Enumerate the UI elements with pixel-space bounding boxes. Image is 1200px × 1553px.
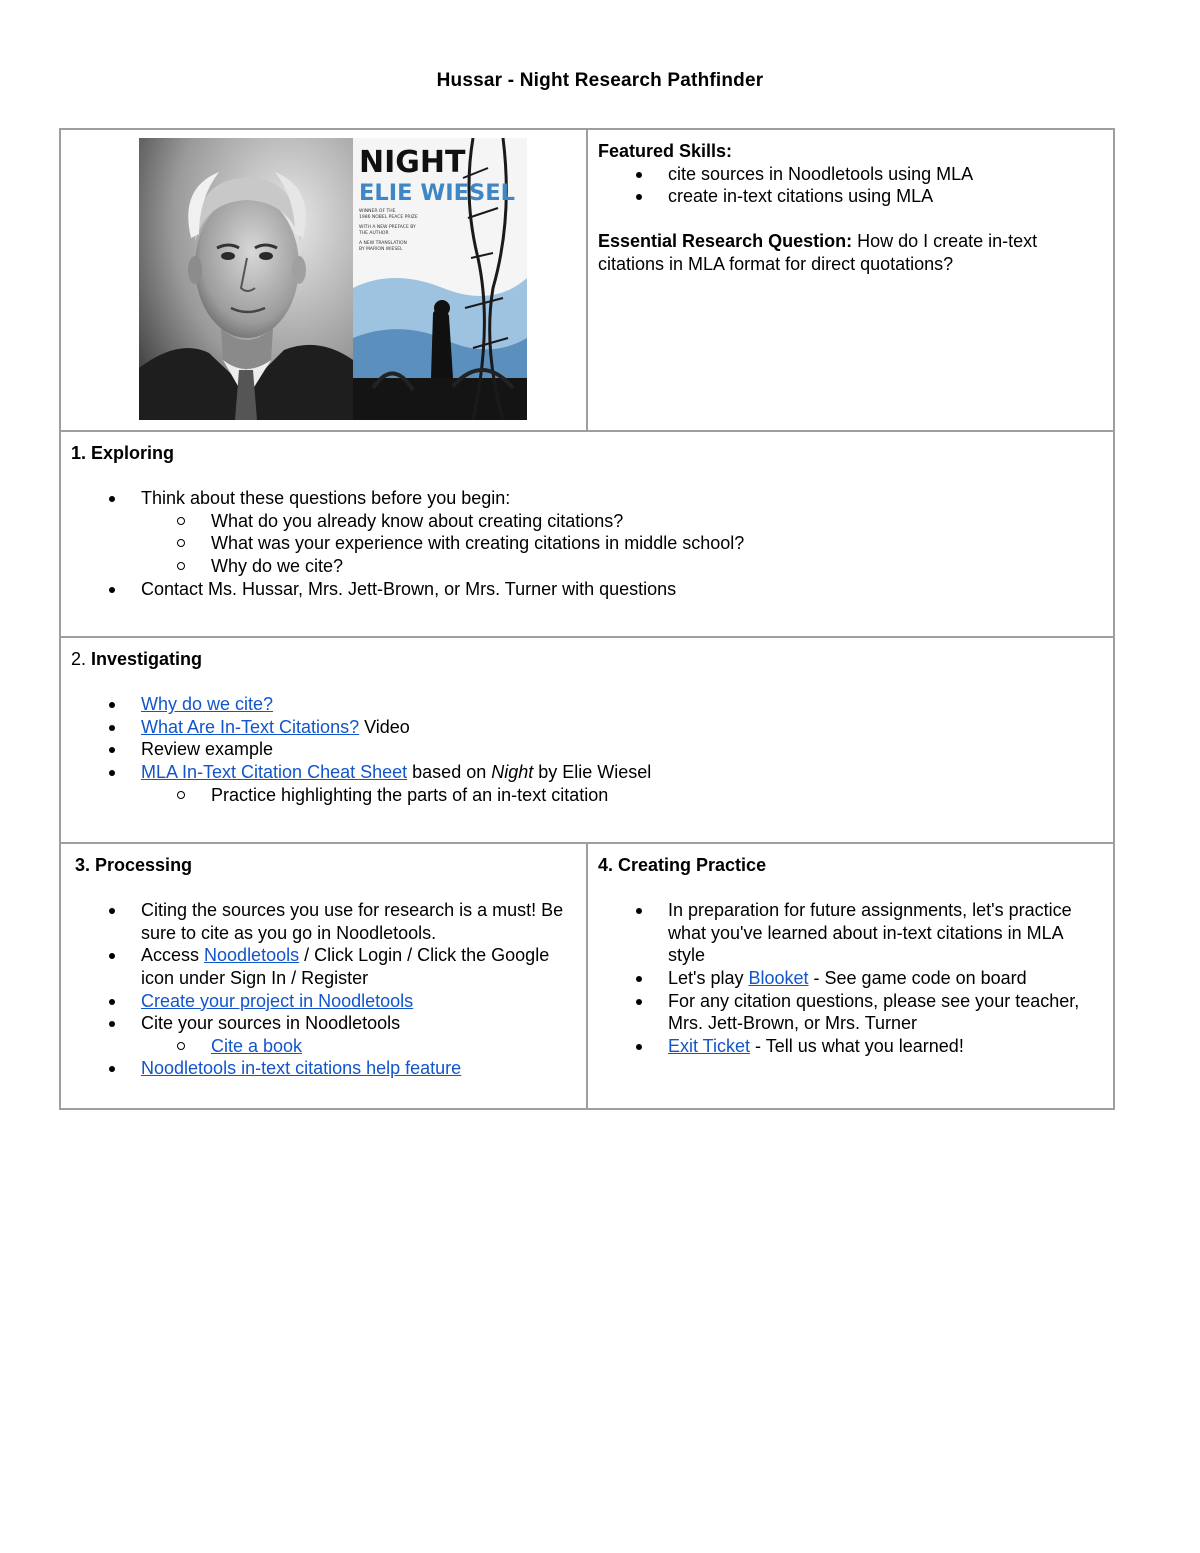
heading-number: 2. (71, 649, 92, 669)
list-item: cite sources in Noodletools using MLA (598, 163, 1103, 186)
erq-label: Essential Research Question: (598, 231, 853, 252)
creating-heading: 4. Creating Practice (598, 855, 767, 875)
cover-small-3: THE AUTHOR (359, 231, 389, 236)
list-item: Review example (71, 738, 1103, 761)
text-before: Access (141, 945, 205, 966)
processing-list (71, 899, 576, 1080)
list-item (71, 944, 576, 989)
creating-list (598, 899, 1103, 1057)
cover-small-0: WINNER OF THE (359, 209, 396, 214)
investigating-heading (71, 648, 1103, 671)
list-item (598, 967, 1103, 990)
list-item (71, 716, 1103, 739)
elie-wiesel-portrait (139, 138, 353, 420)
processing-heading: 3. Processing (75, 855, 193, 875)
mla-cheat-sheet-link[interactable]: MLA In-Text Citation Cheat Sheet (141, 761, 408, 782)
list-item: For any citation questions, please see your teacher, Mrs. Jett-Brown, or Mrs. Turner (598, 990, 1103, 1035)
list-item-text: Cite your sources in Noodletools (141, 1013, 401, 1034)
cover-small-5: BY MARION WIESEL (359, 247, 403, 252)
pathfinder-table (59, 128, 1115, 1110)
cite-a-book-link[interactable]: Cite a book (211, 1035, 303, 1056)
exploring-cell (60, 431, 1114, 637)
processing-cell (60, 843, 587, 1109)
exploring-heading: 1. Exploring (71, 443, 175, 463)
creating-practice-cell (587, 843, 1114, 1109)
list-item: Contact Ms. Hussar, Mrs. Jett-Brown, or Mrs. Turner with questions (71, 578, 1103, 601)
sub-list-item: Practice highlighting the parts of an in-text citation (71, 784, 1103, 807)
sub-list-item: What do you already know about creating citations? (71, 510, 1103, 533)
list-item: Citing the sources you use for research is a must! Be sure to cite as you go in Noodletools. (71, 899, 576, 944)
sub-list-item: What was your experience with creating citations in middle school? (71, 532, 1103, 555)
list-item (71, 1057, 576, 1080)
exploring-sublist (141, 510, 1103, 578)
list-item (598, 1035, 1103, 1058)
list-item-text: Think about these questions before you begin: (141, 488, 511, 509)
page-title: Hussar - Night Research Pathfinder (436, 70, 764, 91)
essential-research-question (598, 230, 1103, 275)
sub-list-item (71, 1035, 576, 1058)
list-item (71, 761, 1103, 806)
featured-skills-cell (587, 129, 1114, 431)
text-after: / Click Login / Click the Google icon under Sign In / Register (141, 945, 550, 988)
featured-skills-list (598, 163, 1103, 208)
investigating-list (71, 693, 1103, 806)
featured-skills-heading: Featured Skills: (598, 141, 733, 161)
sub-list-item: Why do we cite? (71, 555, 1103, 578)
text-after: - Tell us what you learned! (750, 1035, 964, 1056)
cover-small-4: A NEW TRANSLATION (359, 241, 407, 246)
exit-ticket-link[interactable]: Exit Ticket (668, 1035, 751, 1056)
processing-sublist (141, 1035, 576, 1058)
text-end: by Elie Wiesel (533, 761, 652, 782)
cover-small-2: WITH A NEW PREFACE BY (359, 225, 416, 230)
text-before: Let's play (668, 967, 749, 988)
in-text-citations-video-link[interactable]: What Are In-Text Citations? (141, 716, 360, 737)
list-item: create in-text citations using MLA (598, 185, 1103, 208)
noodletools-link[interactable]: Noodletools (204, 945, 300, 966)
link-suffix: Video (359, 716, 410, 737)
list-item (71, 693, 1103, 716)
cover-small-1: 1986 NOBEL PEACE PRIZE (359, 215, 418, 220)
images-cell (60, 129, 587, 431)
text-mid: based on (407, 761, 492, 782)
cover-author: ELIE WIESEL (359, 181, 515, 206)
exploring-list (71, 487, 1103, 600)
list-item (71, 487, 1103, 577)
heading-word: Investigating (91, 649, 203, 669)
why-do-we-cite-link[interactable]: Why do we cite? (141, 694, 274, 715)
list-item (71, 1012, 576, 1057)
cover-title: NIGHT (359, 145, 466, 180)
blooket-link[interactable]: Blooket (748, 967, 809, 988)
list-item: In preparation for future assignments, let's practice what you've learned about in-text citations in MLA style (598, 899, 1103, 967)
in-text-help-feature-link[interactable]: Noodletools in-text citations help feature (141, 1058, 462, 1079)
investigating-sublist (141, 784, 1103, 807)
erq-text: How do I create in-text citations in MLA format for direct quotations? (598, 231, 1038, 274)
book-title-italic: Night (491, 761, 534, 782)
night-book-cover (353, 138, 527, 420)
text-after: - See game code on board (808, 967, 1027, 988)
create-project-link[interactable]: Create your project in Noodletools (141, 990, 414, 1011)
list-item (71, 990, 576, 1013)
investigating-cell (60, 637, 1114, 843)
